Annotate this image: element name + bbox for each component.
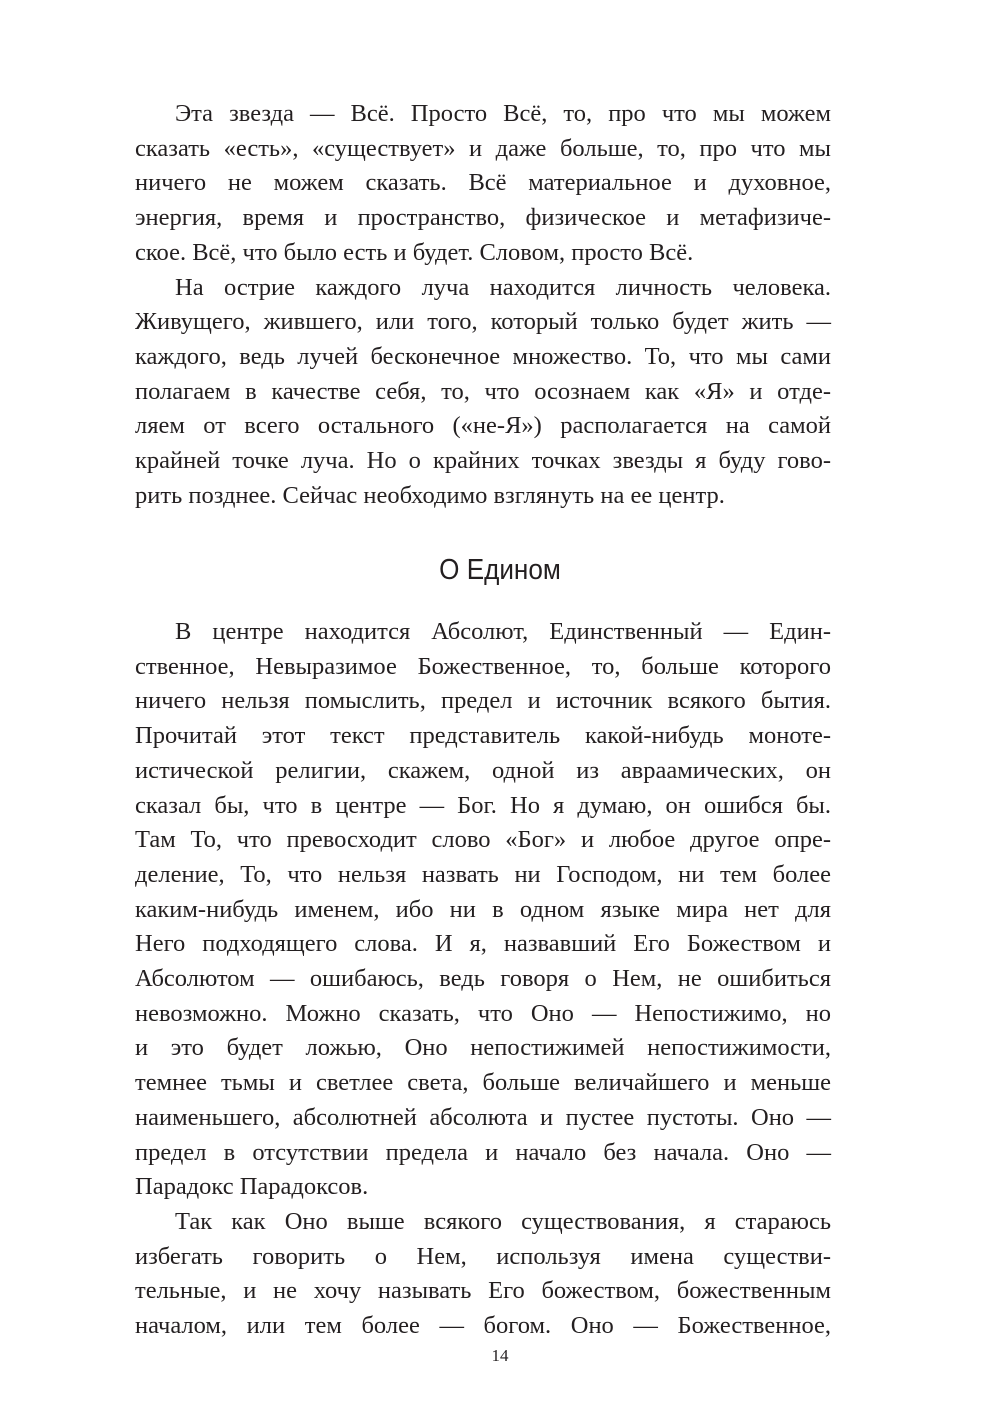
text-line: истической религии, скажем, одной из авраамических, он (135, 756, 831, 784)
text-line: Живущего, жившего, или того, который только будет жить — (135, 308, 831, 336)
text-line: сказать «есть», «существует» и даже больше, то, про что мы (135, 134, 831, 162)
text-line: Прочитай этот текст представитель какой-нибудь моноте- (135, 722, 831, 750)
text-line: каким-нибудь именем, ибо ни в одном языке мира нет для (135, 895, 831, 923)
text-line: энергия, время и пространство, физическое и метафизиче- (135, 204, 831, 232)
text-line: ничего нельзя помыслить, предел и источник всякого бытия. (135, 687, 831, 715)
text-line: крайней точке луча. Но о крайних точках звезды я буду гово- (135, 447, 831, 475)
text-line: рить позднее. Сейчас необходимо взглянуть на ее центр. (135, 481, 725, 509)
page-number: 14 (491, 1346, 509, 1365)
text-line: Парадокс Парадоксов. (135, 1173, 369, 1201)
text-line: невозможно. Можно сказать, что Оно — Непостижимо, но (135, 999, 831, 1027)
text-line: наименьшего, абсолютней абсолюта и пустее пустоты. Оно — (135, 1103, 831, 1131)
text-line: предел в отсутствии предела и начало без начала. Оно — (135, 1138, 831, 1166)
text-line: Там То, что превосходит слово «Бог» и любое другое опре- (135, 826, 831, 854)
text-line: Него подходящего слова. И я, назвавший Его Божеством и (135, 930, 831, 958)
text-line: Абсолютом — ошибаюсь, ведь говоря о Нем, не ошибиться (135, 965, 831, 993)
text-line: Так как Оно выше всякого существования, я стараюсь (175, 1207, 831, 1235)
text-line: На острие каждого луча находится личность человека. (175, 273, 831, 301)
text-line: В центре находится Абсолют, Единственный — Един- (175, 618, 831, 645)
text-line: темнее тьмы и светлее света, больше величайшего и меньше (135, 1069, 831, 1097)
text-line: избегать говорить о Нем, используя имена существи- (135, 1242, 831, 1270)
text-line: и это будет ложью, Оно непостижимей непостижимости, (135, 1034, 831, 1062)
text-line: ственное, Невыразимое Божественное, то, больше которого (135, 652, 831, 680)
text-line: деление, То, что нельзя назвать ни Господом, ни тем более (135, 860, 831, 888)
text-line: ское. Всё, что было есть и будет. Словом, просто Всё. (135, 238, 694, 266)
text-line: сказал бы, что в центре — Бог. Но я думаю, он ошибся бы. (135, 791, 831, 819)
section-heading: О Едином (439, 554, 561, 586)
text-block-2 (135, 615, 831, 1344)
text-line: полагаем в качестве себя, то, что осознаем как «Я» и отде- (135, 377, 831, 405)
text-line: каждого, ведь лучей бесконечное множество. То, что мы сами (135, 342, 831, 370)
text-block-1 (135, 97, 831, 513)
text-line: Эта звезда — Всё. Просто Всё, то, про что мы можем (175, 100, 831, 127)
text-line: началом, или тем более — богом. Оно — Божественное, (135, 1312, 831, 1340)
text-line: ничего не можем сказать. Всё материальное и духовное, (135, 169, 831, 197)
text-line: ляем от всего остального («не-Я») располагается на самой (135, 412, 831, 440)
text-line: тельные, и не хочу называть Его божеством, божественным (135, 1277, 831, 1305)
